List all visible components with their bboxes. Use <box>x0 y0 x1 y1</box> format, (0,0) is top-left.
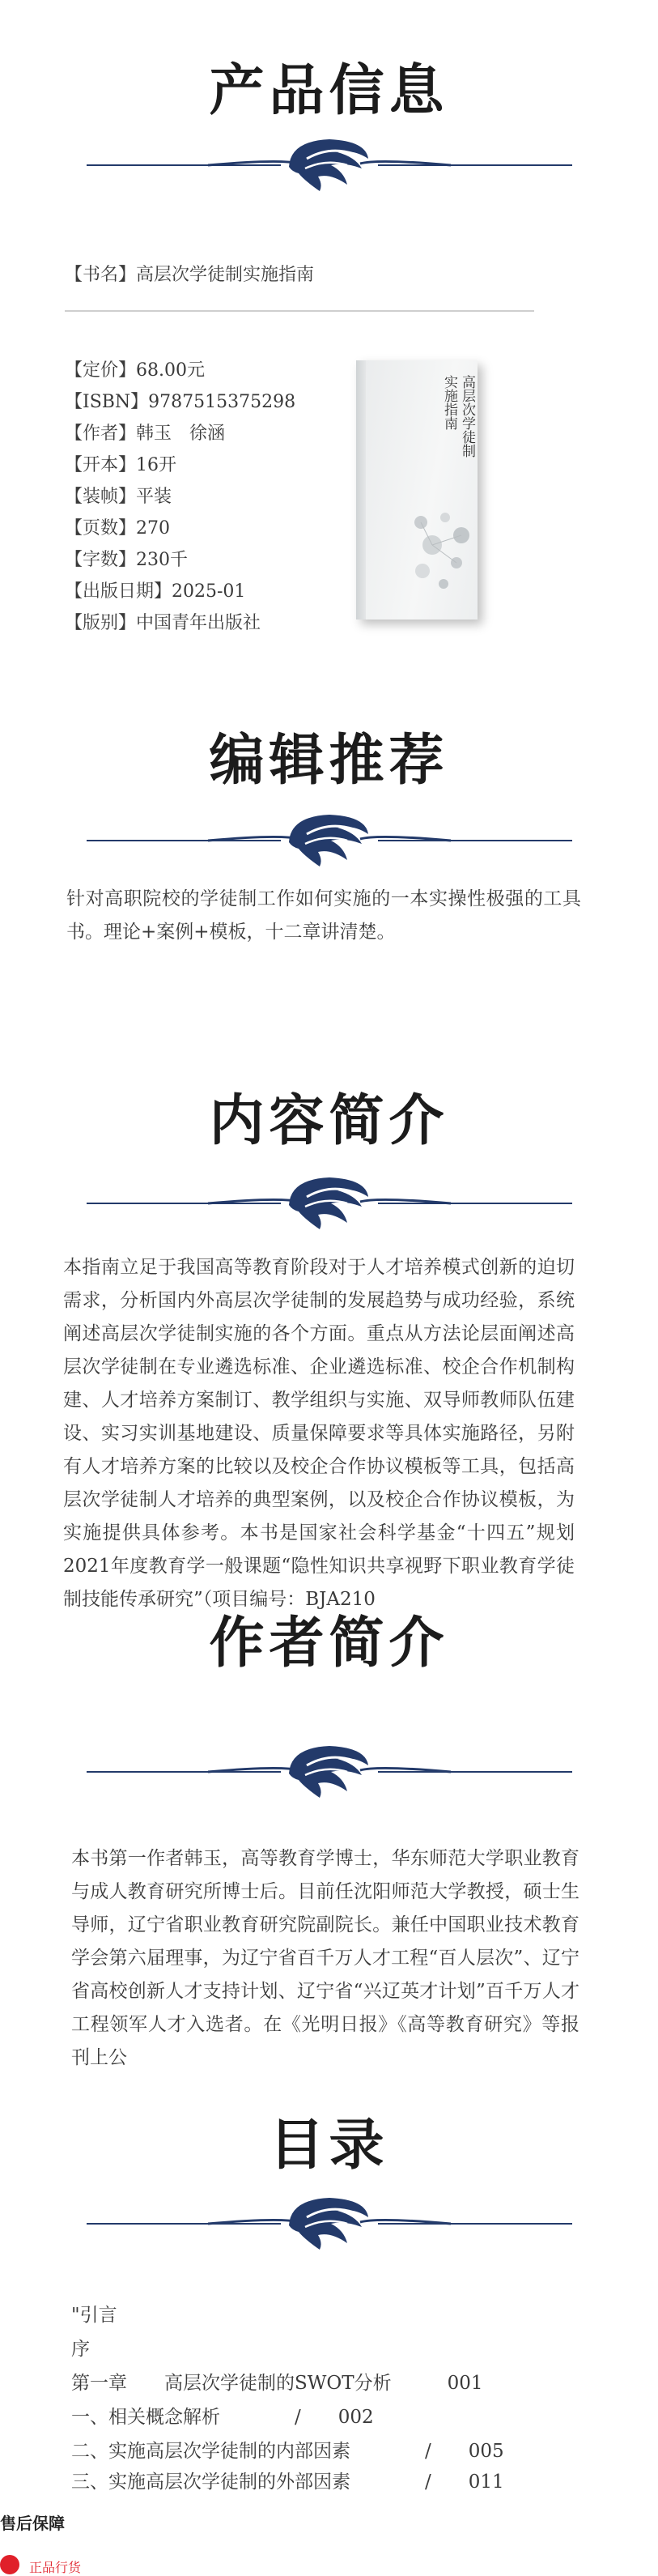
detail-isbn: 【ISBN】9787515375298 <box>65 392 296 412</box>
guarantee-icon <box>0 2555 19 2574</box>
book-cover-image <box>356 360 478 620</box>
cover-title-1: 高层次学徒制 <box>459 375 475 458</box>
after-sales-label: 售后保障 <box>0 2514 65 2533</box>
divider-line <box>65 310 534 312</box>
toc-item: 序 <box>71 2339 90 2360</box>
detail-price: 【定价】68.00元 <box>65 360 205 381</box>
toc-item: 二、实施高层次学徒制的内部因素 / 005 <box>71 2441 504 2462</box>
toc-item: 一、相关概念解析 / 002 <box>71 2407 374 2428</box>
product-info-title: 产品信息 <box>209 58 449 123</box>
guarantee-text: 正品行货 <box>29 2560 82 2575</box>
detail-publisher: 【版别】中国青年出版社 <box>65 613 261 633</box>
toc-item: 三、实施高层次学徒制的外部因素 / 011 <box>71 2472 504 2493</box>
author-intro-title: 作者简介 <box>209 1611 449 1675</box>
ornament-divider <box>87 810 572 868</box>
cover-title-2: 实施指南 <box>441 375 457 430</box>
toc-item: "引言 <box>71 2305 117 2326</box>
content-intro-title: 内容简介 <box>209 1088 449 1153</box>
toc-list <box>0 2284 658 2493</box>
editor-recommend-text: 针对高职院校的学徒制工作如何实施的一本实操性极强的工具书。理论+案例+模板，十二章讲清楚。 <box>66 888 581 943</box>
toc-title: 目录 <box>269 2113 389 2178</box>
detail-pubdate: 【出版日期】2025-01 <box>65 581 246 602</box>
cover-decoration <box>405 506 478 603</box>
content-intro-text: 本指南立足于我国高等教育阶段对于人才培养模式创新的迫切需求，分析国内外高层次学徒制的发展趋势与成功经验，系统阐述高层次学徒制实施的各个方面。重点从方法论层面阐述高层次学徒制在专业遴选标准、企业遴选标准、校企合作机制构建、人才培养方案制订、教学组织与实施、双导师教师队伍建设、实习实训基地建设、质量保障要求等具体实施路径，另附有人才培养方案的比较以及校企合作协议模板等工具，包括高层次学徒制人才培养的典型案例，以及校企合作协议模板，为实施提供具体参考。本书是国家社会科学基金“十四五”规划2021年度教育学一般课题“隐性知识共享视野下职业教育学徒制技能传承研究”（项目编号：BJA210 <box>63 1257 575 1610</box>
detail-format: 【开本】16开 <box>65 455 176 475</box>
ornament-divider <box>87 2193 572 2251</box>
toc-item: 第一章 高层次学徒制的SWOT分析 001 <box>71 2373 483 2394</box>
cover-spine <box>356 360 366 620</box>
detail-binding: 【装帧】平装 <box>65 487 172 507</box>
detail-author: 【作者】韩玉 徐涵 <box>65 424 226 444</box>
book-name: 【书名】高层次学徒制实施指南 <box>65 265 315 285</box>
detail-pages: 【页数】270 <box>65 518 170 539</box>
author-intro-text: 本书第一作者韩玉，高等教育学博士，华东师范大学职业教育与成人教育研究所博士后。目前任沈阳师范大学教授，硕士生导师，辽宁省职业教育研究院副院长。兼任中国职业技术教育学会第六届理事，为辽宁省百千万人才工程“百人层次”、辽宁省高校创新人才支持计划、辽宁省“兴辽英才计划”百千万人才工程领军人才入选者。在《光明日报》《高等教育研究》等报刊上公 <box>71 1848 579 2068</box>
ornament-divider <box>87 1741 572 1799</box>
ornament-divider <box>87 134 572 193</box>
editor-recommend-title: 编辑推荐 <box>209 728 449 793</box>
detail-words: 【字数】230千 <box>65 550 188 570</box>
ornament-divider <box>87 1173 572 1231</box>
